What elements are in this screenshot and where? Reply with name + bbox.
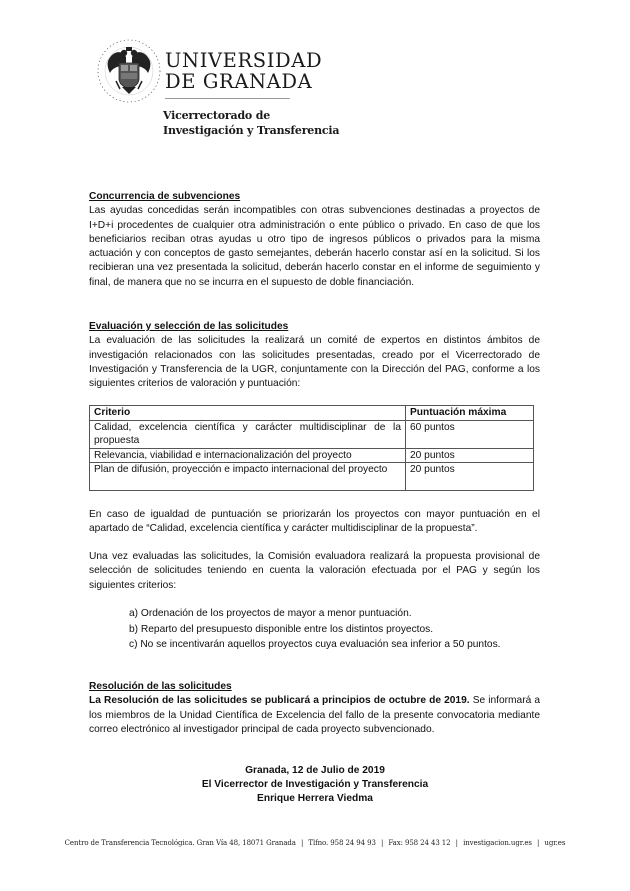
table-row — [90, 463, 534, 491]
column-header-puntuacion: Puntuación máxima — [406, 406, 534, 421]
section-paragraph: Las ayudas concedidas serán incompatibles con otras subvenciones destinadas a proyectos de I+D+i procedentes de cualquier otra administración o ente público o privado. En caso de que los beneficiarios reciban otras ayudas u otro tipo de ingresos públicos o privados para la misma actuación y con conceptos de gasto semejantes, deberán hacerlo constar así en la solicitud. Si los recibieran una vez presentada la solicitud, deberán hacerlo constar en el informe de seguimiento y final, de manera que no se incurra en el supuesto de doble financiación. — [89, 205, 540, 288]
footer-phone: Tlfno. 958 24 94 93 — [308, 839, 376, 847]
university-name — [165, 50, 322, 92]
signature-block — [0, 764, 630, 806]
resolution-notice-text: Se informará a los miembros de la Unidad Científica de Excelencia del fallo de la presente convocatoria mediante correo electrónico al investigador principal de cada proyecto subvencionado. — [89, 695, 540, 735]
section-paragraph — [89, 694, 540, 737]
table-row — [90, 448, 534, 463]
selection-paragraph: Una vez evaluadas las solicitudes, la Comisión evaluadora realizará la propuesta provisional de selección de solicitudes teniendo en cuenta la valoración efectuada por el PAG y según los siguientes criterios: — [89, 551, 540, 591]
section-resolucion — [89, 680, 540, 737]
footer-separator: | — [380, 839, 384, 847]
section-concurrencia — [89, 190, 540, 290]
selection-criteria-list — [129, 606, 501, 653]
section-heading: Concurrencia de subvenciones — [89, 191, 241, 202]
university-seal-icon — [96, 37, 162, 105]
criterio-cell: Relevancia, viabilidad e internacionalización del proyecto — [90, 448, 406, 463]
signature-role: El Vicerrector de Investigación y Transferencia — [201, 779, 429, 790]
resolution-date-statement: La Resolución de las solicitudes se publicará a principios de octubre de 2019. — [89, 695, 470, 707]
criteria-table — [89, 405, 534, 491]
section-paragraph: La evaluación de las solicitudes la realizará un comité de expertos en distintos ámbitos de investigación relacionados con las solicitudes presentadas, creado por el Vicerrectorado de Investigación y Transferencia de la UGR, conjuntamente con la Dirección del PAG, conforme a los siguientes criterios de valoración y puntuación: — [89, 335, 540, 390]
footer-website-investigacion[interactable]: investigacion.ugr.es — [463, 839, 532, 847]
column-header-criterio: Criterio — [90, 406, 406, 421]
footer-fax: Fax: 958 24 43 12 — [388, 839, 451, 847]
section-heading: Evaluación y selección de las solicitudes — [89, 321, 289, 332]
puntuacion-cell: 20 puntos — [406, 463, 534, 491]
list-item: b) Reparto del presupuesto disponible entre los distintos proyectos. — [129, 623, 434, 635]
table-row — [90, 420, 534, 448]
footer-separator: | — [455, 839, 458, 847]
footer-separator: | — [537, 839, 540, 847]
university-name-line1: UNIVERSIDAD — [165, 49, 323, 72]
tie-break-paragraph: En caso de igualdad de puntuación se priorizarán los proyectos con mayor puntuación en el apartado de “Calidad, excelencia científica y carácter multidisciplinar de la propuesta”. — [89, 509, 540, 535]
signature-name: Enrique Herrera Viedma — [257, 793, 373, 804]
footer-separator: | — [301, 839, 304, 847]
page-footer — [0, 839, 630, 847]
puntuacion-cell: 60 puntos — [406, 420, 534, 448]
puntuacion-cell: 20 puntos — [406, 448, 534, 463]
section-evaluacion — [89, 320, 540, 391]
criterio-cell: Plan de difusión, proyección e impacto internacional del proyecto — [90, 463, 406, 491]
footer-address: Centro de Transferencia Tecnológica. Gran Vía 48, 18071 Granada — [64, 839, 296, 847]
criterio-cell: Calidad, excelencia científica y carácter multidisciplinar de la propuesta — [90, 420, 406, 448]
signature-place-date: Granada, 12 de Julio de 2019 — [245, 765, 385, 776]
header-divider — [165, 98, 290, 99]
list-item: c) No se incentivarán aquellos proyectos cuya evaluación sea inferior a 50 puntos. — [129, 639, 501, 650]
vicerrectorado-line2: Investigación y Transferencia — [163, 124, 340, 137]
vicerrectorado-title — [163, 108, 339, 138]
list-item: a) Ordenación de los proyectos de mayor a menor puntuación. — [129, 608, 412, 619]
footer-website-ugr[interactable]: ugr.es — [544, 839, 566, 847]
section-heading: Resolución de las solicitudes — [89, 681, 232, 692]
table-header-row — [90, 406, 534, 421]
vicerrectorado-line1: Vicerrectorado de — [163, 109, 270, 122]
university-name-line2: DE GRANADA — [165, 70, 313, 93]
